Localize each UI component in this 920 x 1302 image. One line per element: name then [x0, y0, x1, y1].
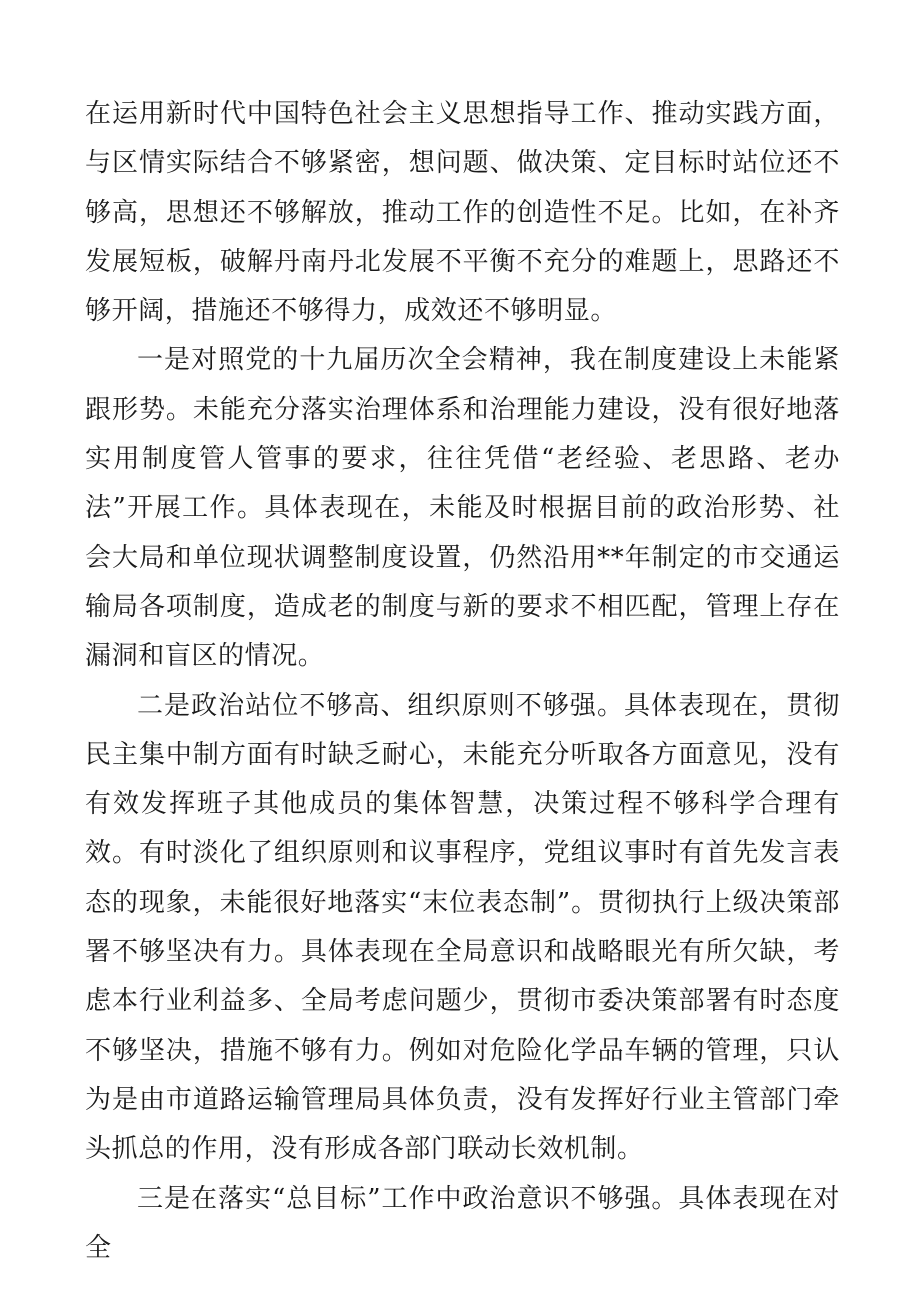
paragraph-4: 三是在落实“总目标”工作中政治意识不够强。具体表现在对全 — [85, 1183, 840, 1263]
paragraph-3: 二是政治站位不够高、组织原则不够强。具体表现在，贯彻民主集中制方面有时缺乏耐心，未能充分听取各方面意见，没有有效发挥班子其他成员的集体智慧，决策过程不够科学合理有效。有时淡化了组织原则和议事程序，党组议事时有首先发言表态的现象，未能很好地落实“末位表态制”。贯彻执行上级决策部署不够坚决有力。具体表现在全局意识和战略眼光有所欠缺，考虑本行业利益多、全局考虑问题少，贯彻市委决策部署有时态度不够坚决，措施不够有力。例如对危险化学品车辆的管理，只认为是由市道路运输管理局具体负责，没有发挥好行业主管部门牵头抓总的作用，没有形成各部门联动长效机制。 — [85, 690, 840, 1165]
document-body — [85, 90, 840, 1273]
paragraph-1: 在运用新时代中国特色社会主义思想指导工作、推动实践方面，与区情实际结合不够紧密，想问题、做决策、定目标时站位还不够高，思想还不够解放，推动工作的创造性不足。比如，在补齐发展短板，破解丹南丹北发展不平衡不充分的难题上，思路还不够开阔，措施还不够得力，成效还不够明显。 — [85, 99, 840, 327]
paragraph-2: 一是对照党的十九届历次全会精神，我在制度建设上未能紧跟形势。未能充分落实治理体系和治理能力建设，没有很好地落实用制度管人管事的要求，往往凭借“老经验、老思路、老办法”开展工作。具体表现在，未能及时根据目前的政治形势、社会大局和单位现状调整制度设置，仍然沿用**年制定的市交通运输局各项制度，造成老的制度与新的要求不相匹配，管理上存在漏洞和盲区的情况。 — [85, 345, 840, 672]
